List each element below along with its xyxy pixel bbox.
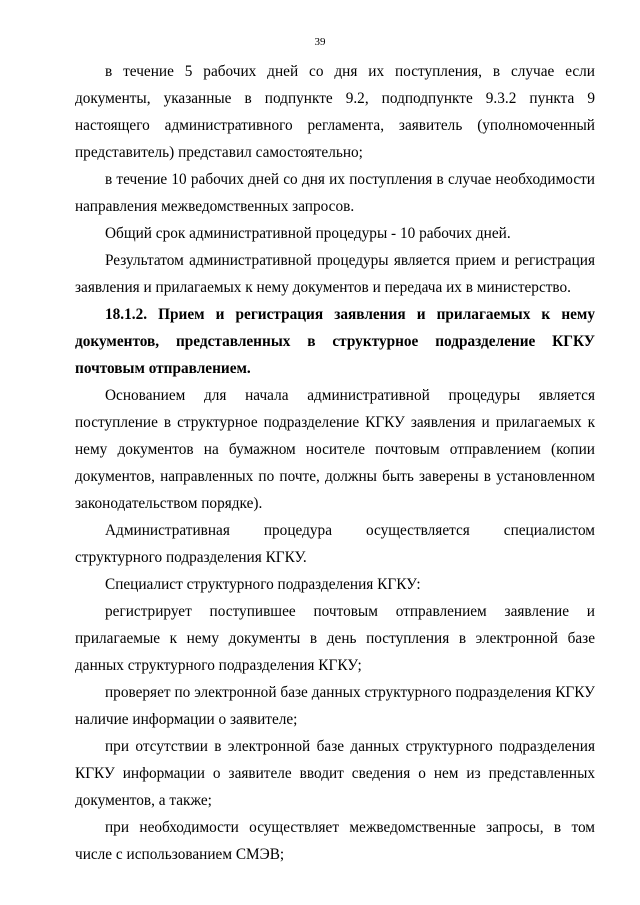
paragraph-total-term: Общий срок административной процедуры - 10 рабочих дней.	[105, 225, 511, 242]
list-item-checks: проверяет по электронной базе данных структурного подразделения КГКУ наличие информации о заявителе;	[75, 684, 595, 728]
list-item-requests: при необходимости осуществляет межведомственные запросы, в том числе с использованием СМЭВ;	[75, 819, 595, 863]
paragraph-deadline-10-days: в течение 10 рабочих дней со дня их поступления в случае необходимости направления межведомственных запросов.	[75, 171, 595, 215]
paragraph-deadline-5-days: в течение 5 рабочих дней со дня их поступления, в случае если документы, указанные в подпункте 9.2, подподпункте 9.3.2 пункта 9 настоящего административного регламента, заявитель (уполномоченный представитель) представил самостоятельно;	[75, 63, 595, 161]
document-body	[75, 58, 595, 868]
page-number: 39	[314, 36, 326, 48]
section-heading-18-1-2: 18.1.2. Прием и регистрация заявления и прилагаемых к нему документов, представленных в структурное подразделение КГКУ почтовым отправлением.	[75, 306, 595, 377]
list-item-registers: регистрирует поступившее почтовым отправлением заявление и прилагаемые к нему документы в день поступления в электронной базе данных структурного подразделения КГКУ;	[75, 603, 595, 674]
paragraph-specialist-intro: Специалист структурного подразделения КГКУ:	[105, 576, 421, 593]
paragraph-result: Результатом административной процедуры является прием и регистрация заявления и прилагаемых к нему документов и передача их в министерство.	[75, 252, 595, 296]
list-item-enters-data: при отсутствии в электронной базе данных структурного подразделения КГКУ информации о заявителе вводит сведения о нем из представленных документов, а также;	[75, 738, 595, 809]
paragraph-performer: Административная процедура осуществляется специалистом структурного подразделения КГКУ.	[75, 522, 595, 566]
paragraph-basis: Основанием для начала административной процедуры является поступление в структурное подразделение КГКУ заявления и прилагаемых к нему документов на бумажном носителе почтовым отправлением (копии документов, направленных по почте, должны быть заверены в установленном законодательством порядке).	[75, 387, 595, 512]
